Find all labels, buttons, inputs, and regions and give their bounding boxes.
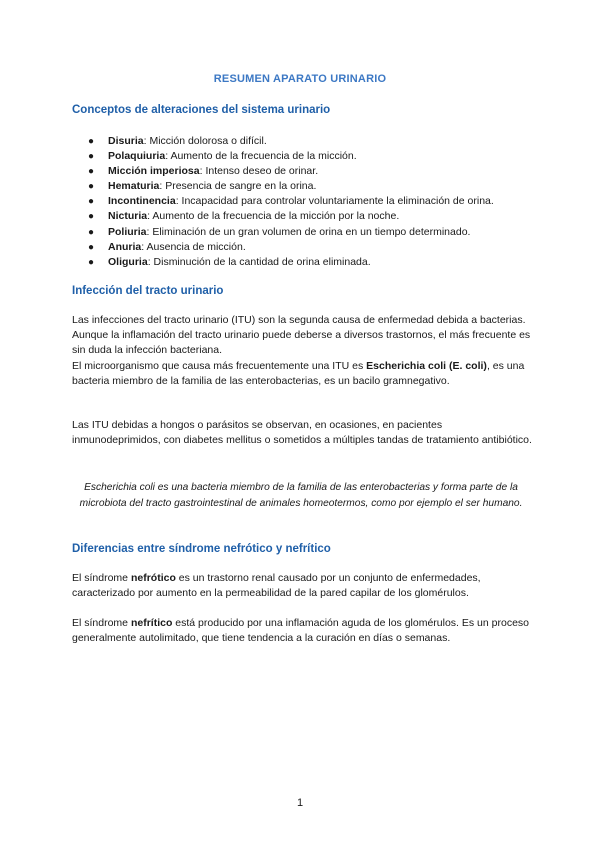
page-number: 1	[296, 797, 304, 809]
list-item	[88, 209, 494, 224]
nefritico-paragraph	[72, 616, 532, 646]
definition: : Incapacidad para controlar voluntariamente la eliminación de orina.	[175, 195, 494, 208]
definition: : Ausencia de micción.	[141, 240, 246, 253]
bullet-icon: ●	[88, 181, 95, 193]
alteraciones-list	[88, 134, 494, 270]
itu-paragraph-block	[72, 313, 532, 389]
paragraph: Las infecciones del tracto urinario (ITU) son la segunda causa de enfermedad debida a bacterias.	[72, 314, 526, 326]
text: está producido por una inflamación aguda de los glomérulos. Es un proceso generalmente autolimitado, que tiene tendencia a la curación en días o semanas.	[72, 617, 530, 645]
bullet-icon: ●	[88, 211, 95, 223]
paragraph	[72, 359, 532, 389]
document-title: RESUMEN APARATO URINARIO	[213, 73, 387, 85]
term: Poliuria	[108, 225, 147, 238]
term: Disuria	[108, 135, 144, 147]
definition: : Eliminación de un gran volumen de orina en un tiempo determinado.	[146, 225, 471, 238]
list-item	[88, 149, 494, 164]
term: Polaquiuria	[108, 150, 166, 163]
text: , es una bacteria miembro de la familia de las enterobacterias, es un bacilo gramnegativo.	[72, 359, 525, 387]
bold-text: nefrótico	[130, 572, 176, 584]
list-item	[88, 134, 494, 149]
bullet-icon: ●	[88, 136, 95, 147]
bullet-icon: ●	[88, 166, 95, 178]
term: Nicturia	[108, 210, 148, 223]
text: El microorganismo que causa más frecuentemente una ITU es	[72, 359, 367, 372]
bullet-icon: ●	[88, 151, 95, 163]
italic-note: Escherichia coli es una bacteria miembro de la familia de las enterobacterias y forma parte de la microbiota del tracto gastrointestinal de animales homeotermos, como por ejemplo el ser humano.	[79, 482, 523, 509]
definition: : Presencia de sangre en la orina.	[159, 180, 317, 193]
section-heading-infeccion: Infección del tracto urinario	[72, 285, 224, 297]
text: El síndrome	[72, 572, 131, 584]
term: Micción imperiosa	[108, 165, 200, 178]
section-heading-diferencias: Diferencias entre síndrome nefrótico y nefrítico	[72, 543, 331, 555]
term: Incontinencia	[108, 195, 176, 208]
section-heading-conceptos: Conceptos de alteraciones del sistema urinario	[72, 104, 331, 116]
text: El síndrome	[72, 617, 131, 629]
list-item	[88, 179, 494, 194]
bullet-icon: ●	[88, 256, 95, 268]
term: Anuria	[108, 240, 142, 253]
itu-paragraph-2	[72, 418, 532, 448]
bullet-icon: ●	[88, 196, 95, 208]
paragraph: Las ITU debidas a hongos o parásitos se observan, en ocasiones, en pacientes inmunodeprimidos, con diabetes mellitus o sometidos a múltiples tandas de tratamiento antibiótico.	[72, 419, 532, 447]
list-item	[88, 164, 494, 179]
paragraph: Aunque la inflamación del tracto urinario puede deberse a diversos trastornos, el más frecuente es sin duda la infección bacteriana.	[72, 329, 531, 357]
term: Oliguria	[108, 255, 148, 268]
definition: : Intenso deseo de orinar.	[199, 165, 319, 178]
definition: : Aumento de la frecuencia de la micción.	[165, 150, 357, 163]
bullet-icon: ●	[88, 226, 95, 238]
term: Hematuria	[108, 180, 160, 193]
list-item	[88, 194, 494, 209]
definition: : Micción dolorosa o difícil.	[143, 135, 267, 147]
definition: : Disminución de la cantidad de orina eliminada.	[147, 255, 371, 268]
paragraph	[72, 616, 532, 646]
nefrotico-paragraph	[72, 571, 532, 601]
text: es un trastorno renal causado por un conjunto de enfermedades, caracterizado por aumento en la permeabilidad de la pared capilar de los glomérulos.	[72, 572, 481, 600]
list-item	[88, 240, 494, 255]
paragraph	[72, 571, 532, 601]
bold-text: Escherichia coli (E. coli)	[366, 359, 487, 372]
bullet-icon: ●	[88, 241, 95, 253]
bold-text: nefrítico	[130, 617, 173, 629]
definition: : Aumento de la frecuencia de la micción por la noche.	[147, 210, 400, 223]
list-item	[88, 225, 494, 240]
list-item	[88, 255, 494, 270]
